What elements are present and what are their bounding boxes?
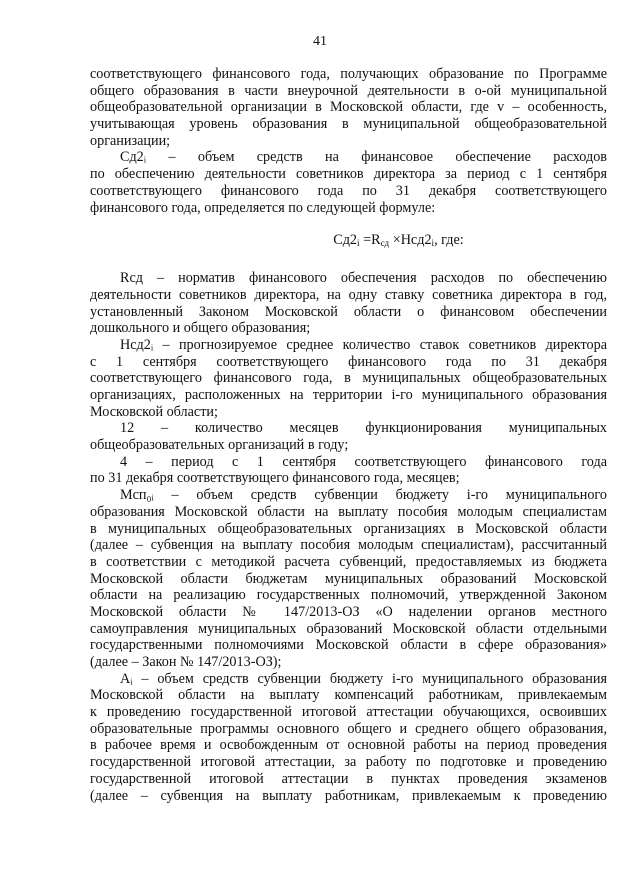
text-line: государственными полномочиями Московской области в сфере образования» [90,637,607,654]
paragraph [90,66,607,149]
formula-r-sub: сд [380,238,390,249]
text-line: деятельности советников директора, на одну ставку советника директора в год, [90,286,607,303]
text-line: самоуправления муниципальных образований Московской области отдельными [90,620,607,637]
text-line: (далее – субвенция на выплату пособия молодым специалистам), рассчитанный [90,537,607,554]
text-line: образования Московской области на выплату пособия молодым специалистам [90,503,607,520]
text-line: в соответствии с методикой расчета субвенций, предоставляемых из бюджета [90,553,607,570]
paragraph [90,487,607,671]
text-line: Аᵢ – объем средств субвенции бюджету i-го муниципального образования [120,670,607,687]
formula-tail: , где: [434,232,464,249]
text-line: соответствующего финансового года, в муниципальных общеобразовательных [90,370,607,387]
text-line: по обеспечению деятельности советников директора за период с 1 сентября [90,166,607,183]
formula-equals: =R [359,232,381,249]
page-number: 41 [313,34,327,49]
text-line: Московской области № 147/2013-ОЗ «О наделении органов местного [90,603,607,620]
formula-times: ×Нсд2 [389,232,432,249]
text-line: дошкольного и общего образования; [90,320,311,337]
text-line: по 31 декабря соответствующего финансового года, месяцев; [90,470,460,487]
text-line: Московской области на выплату компенсаций работникам, привлекаемым [90,687,607,704]
formula-left-sub: i [357,238,360,249]
paragraphs-after-formula [90,270,607,804]
paragraph [90,671,607,805]
paragraph [90,149,607,216]
text-line: общеобразовательных организаций в году; [90,437,349,454]
document-body [90,66,607,804]
text-line: Московской области бюджетам муниципальных образований Московской [90,570,607,587]
text-line: государственной итоговой аттестации в пунктах проведения экзаменов [90,770,607,787]
text-line: учитывающая уровень образования в муниципальной общеобразовательной [90,116,607,133]
text-line: Нсд2ᵢ – прогнозируемое среднее количество ставок советников директора [120,336,607,353]
text-line: Сд2ᵢ – объем средств на финансовое обеспечение расходов [120,149,607,166]
formula [90,230,607,250]
text-line: с 1 сентября соответствующего финансового года по 31 декабря [90,353,607,370]
text-line: области на реализацию государственных полномочий, утвержденной Законом [90,587,607,604]
text-line: общего образования в части внеурочной деятельности в о-ой муниципальной [90,82,607,99]
text-line: образовательные программы основного общего и среднего общего образования, [90,720,607,737]
text-line: общеобразовательной организации в Московской области, где v – особенность, [90,99,607,116]
text-line: (далее – субвенция на выплату работникам, привлекаемым к проведению [90,787,607,804]
text-line: к проведению государственной итоговой аттестации обучающихся, освоивших [90,704,607,721]
text-line: установленный Законом Московской области о финансовом обеспечении [90,303,607,320]
spacer [90,250,607,270]
text-line: 12 – количество месяцев функционирования муниципальных [120,420,607,437]
text-line: соответствующего финансового года, получающих образование по Программе [90,66,607,82]
text-line: финансового года, определяется по следующей формуле: [90,199,436,216]
text-line: организациях, расположенных на территории i-го муниципального образования [90,387,607,403]
paragraphs-before-formula [90,66,607,216]
text-line: соответствующего финансового года по 31 декабря соответствующего [90,182,607,199]
text-line: (далее – Закон № 147/2013-ОЗ); [90,654,282,670]
paragraph [90,420,607,453]
formula-n-sub: i [431,238,435,249]
text-line: в муниципальных общеобразовательных организациях в Московской области [90,520,607,537]
formula-left: Сд2 [333,232,358,249]
text-line: Rсд – норматив финансового обеспечения расходов по обеспечению [120,270,607,287]
text-line: Мсп₀ᵢ – объем средств субвенции бюджету i-го муниципального [120,487,607,504]
text-line: Московской области; [90,403,218,420]
text-line: 4 – период с 1 сентября соответствующего финансового года [120,453,607,470]
text-line: в рабочее время и освобожденным от основной работы на период проведения [90,737,607,754]
text-line: организации; [90,132,171,149]
text-line: государственной итоговой аттестации, за работу по подготовке и проведению [90,754,607,771]
spacer [90,216,607,230]
paragraph [90,337,607,420]
paragraph [90,454,607,487]
paragraph [90,270,607,337]
